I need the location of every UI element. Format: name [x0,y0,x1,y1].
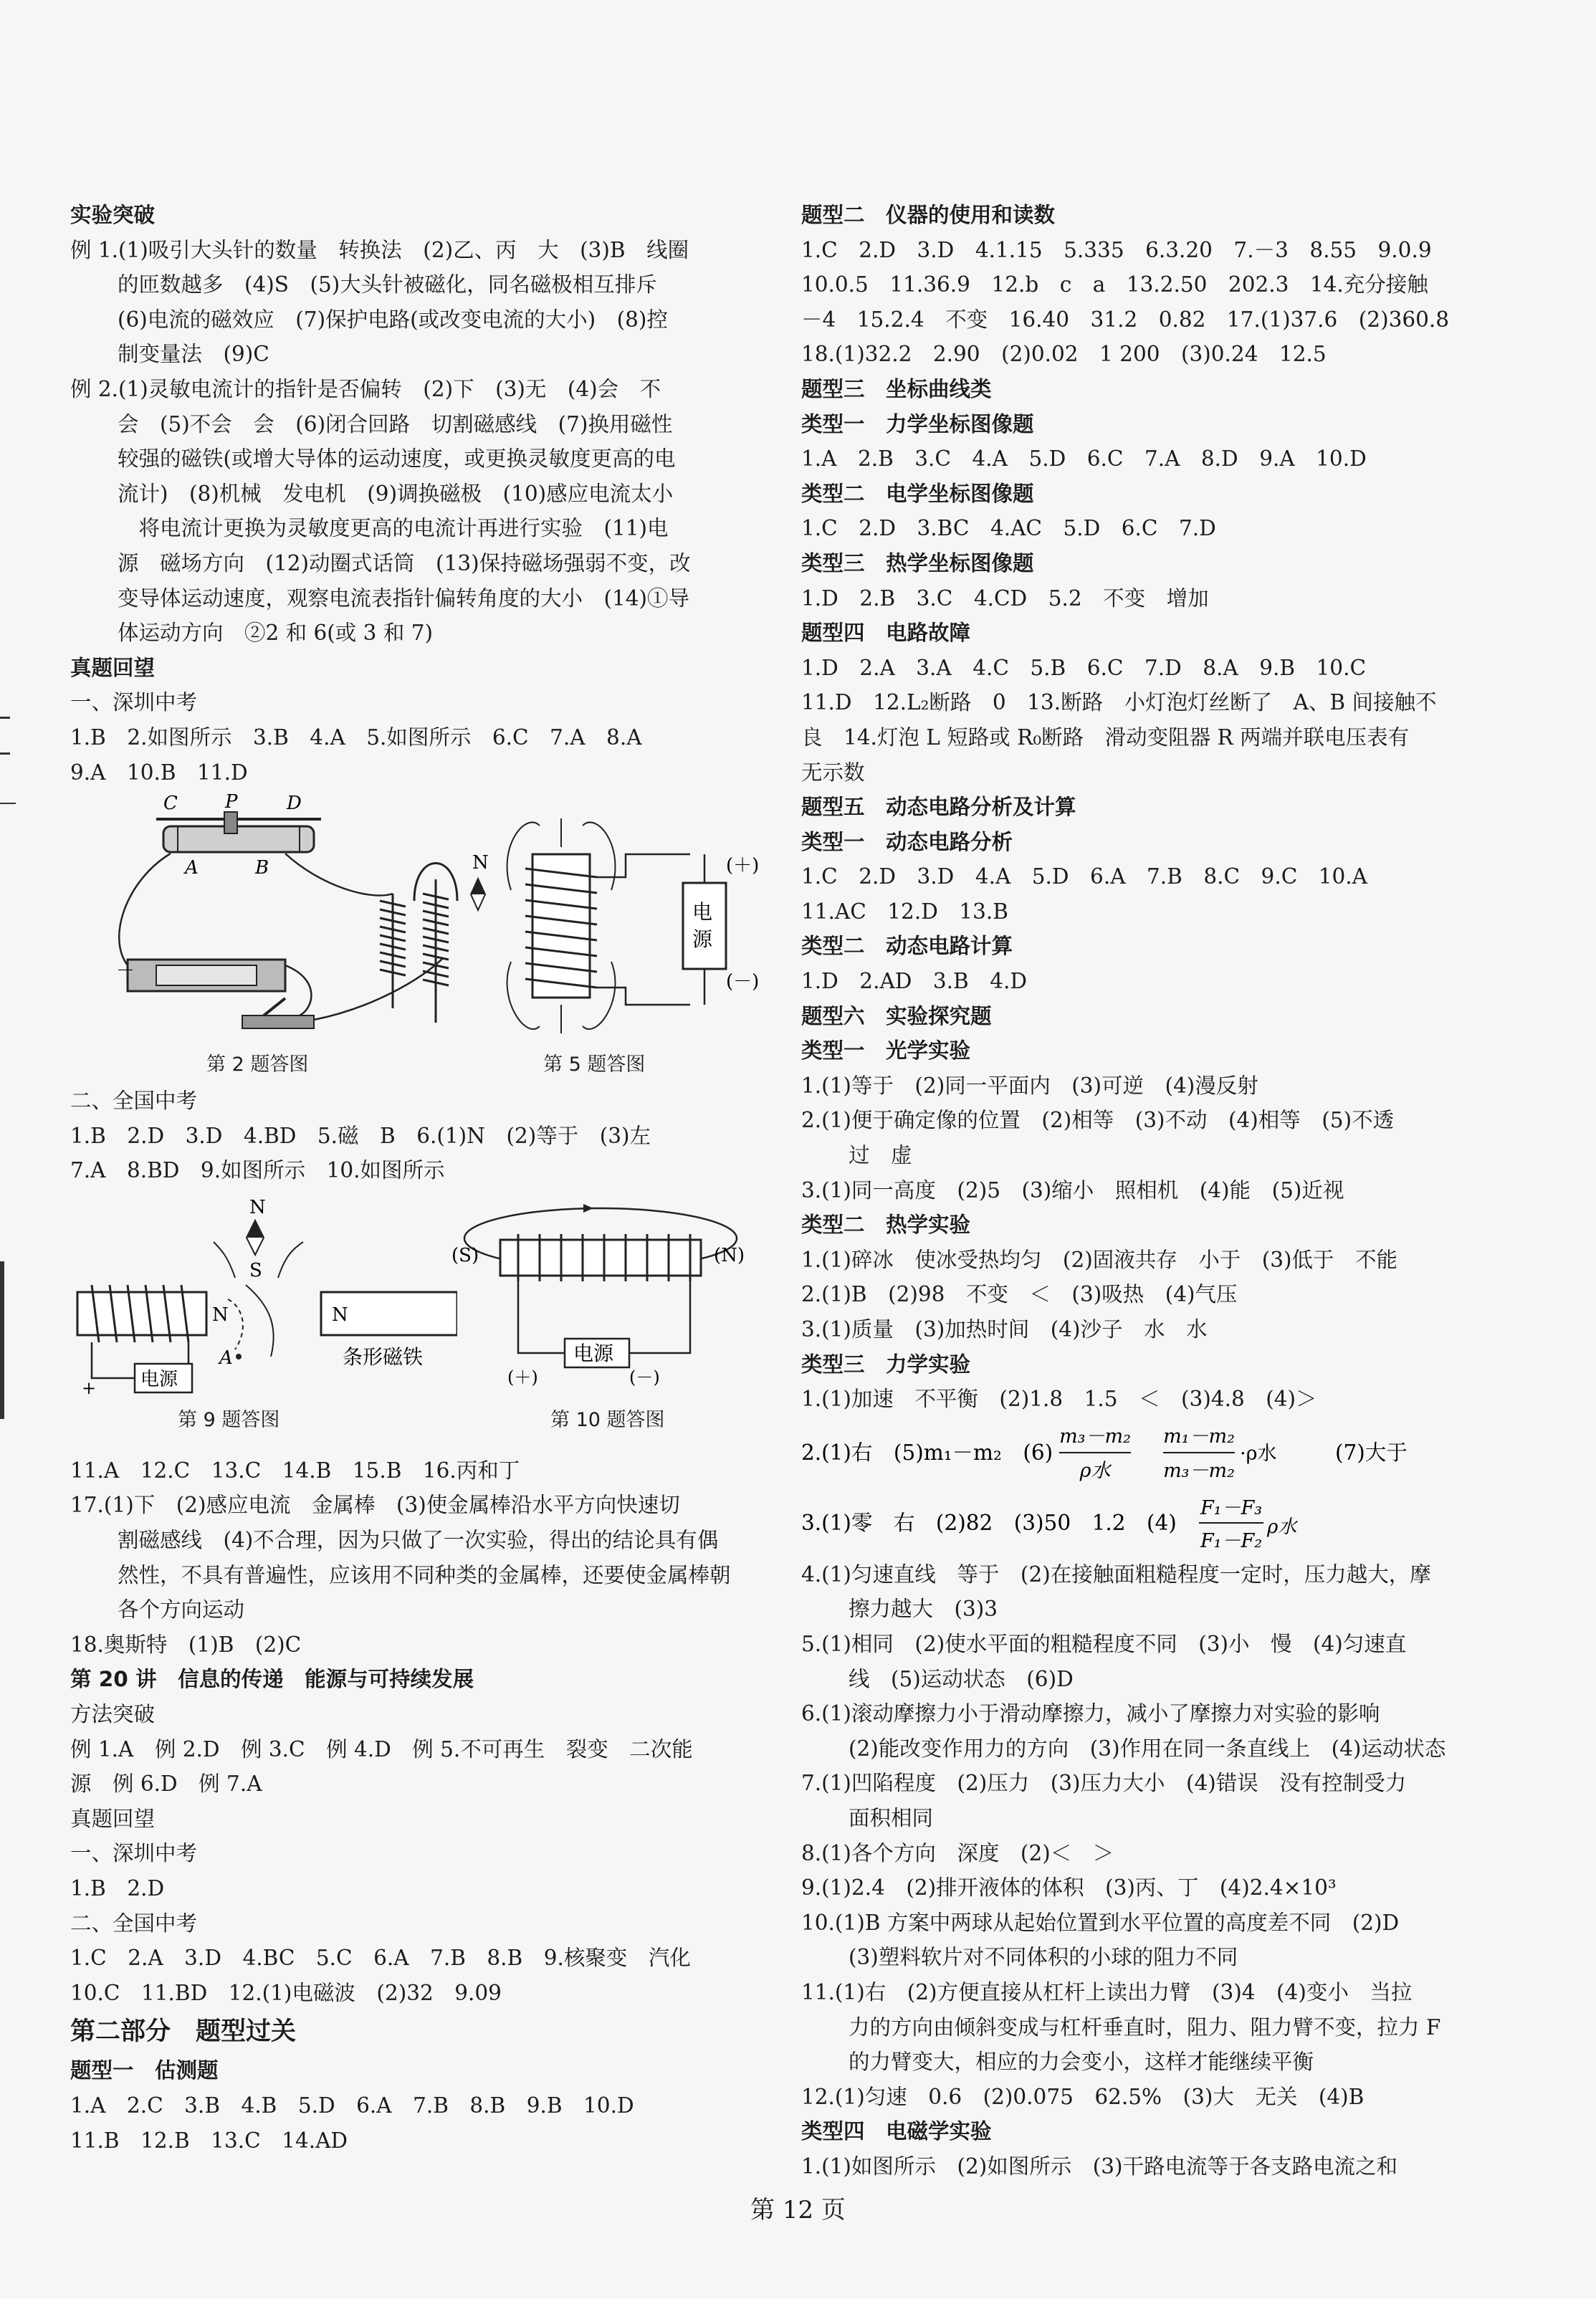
answer-line: 过 虚 [849,1143,912,1168]
answer-line: 的匝数越多 (4)S (5)大头针被磁化，同名磁极相互排斥 [118,272,657,297]
answer-line: 1.(1)如图所示 (2)如图所示 (3)干路电流等于各支路电流之和 [801,2154,1398,2179]
label-minus: － [116,960,135,983]
answer-line: 4.(1)匀速直线 等于 (2)在接触面粗糙程度一定时，压力越大，摩 [801,1562,1431,1587]
label-plus: (＋) [507,1367,538,1387]
label-minus: (－) [726,971,760,993]
answer-line: 7.(1)凹陷程度 (2)压力 (3)压力大小 (4)错误 没有控制受力 [801,1771,1407,1796]
section-heading: 类型一 动态电路分析 [801,829,1013,854]
answer-line: 18.(1)32.2 2.90 (2)0.02 1 200 (3)0.24 12.5 [801,342,1327,367]
formula-mult: ·ρ水 [1240,1442,1277,1465]
answer-line: 二、全国中考 [70,1911,198,1936]
section-heading: 类型三 热学坐标图像题 [801,550,1034,575]
answer-line: 各个方向运动 [118,1597,245,1622]
answer-line: 8.(1)各个方向 深度 (2)＜ ＞ [801,1840,1114,1865]
fraction-numerator: m₃－m₂ [1059,1425,1131,1448]
answer-line: 9.A 10.B 11.D [70,760,248,785]
answer-line: 11.D 12.L₂断路 0 13.断路 小灯泡灯丝断了 A、B 间接触不 [801,690,1437,715]
label-s: (S) [451,1244,479,1266]
label-source: 电源 [140,1368,178,1390]
section-heading: 类型一 光学实验 [801,1038,971,1064]
answer-line: (2)能改变作用力的方向 (3)作用在同一条直线上 (4)运动状态 [849,1736,1446,1761]
label-plus: (＋) [726,855,760,877]
label-n: N [472,852,489,874]
figure-2-caption: 第 2 题答图 [206,1053,309,1076]
figure-5-diagram [468,818,769,1033]
label-plus: + [82,1377,97,1398]
fraction-numerator: m₁－m₂ [1163,1425,1235,1448]
label-source-2: 源 [692,927,713,952]
answer-line: 源 例 6.D 例 7.A [70,1772,262,1797]
answer-line: 例 1.(1)吸引大头针的数量 转换法 (2)乙、丙 大 (3)B 线圈 [70,237,689,262]
answer-line: 源 磁场方向 (12)动圈式话筒 (13)保持磁场强弱不变，改 [118,550,691,575]
answer-line: 10.0.5 11.36.9 12.b c a 13.2.50 202.3 14.充分接触 [801,272,1428,297]
edge-mark [0,717,10,719]
answer-line: (3)塑料软片对不同体积的小球的阻力不同 [849,1945,1238,1970]
right-column [801,198,1518,2184]
section-heading: 题型五 动态电路分析及计算 [801,795,1076,820]
answer-line: 会 (5)不会 会 (6)闭合回路 切割磁感线 (7)换用磁性 [118,411,673,436]
section-heading: 题型三 坐标曲线类 [801,376,992,401]
answer-line: －4 15.2.4 不变 16.40 31.2 0.82 17.(1)37.6 (2)360.8 [801,307,1450,332]
answer-line: 11.AC 12.D 13.B [801,899,1008,924]
answer-line: 11.B 12.B 13.C 14.AD [70,2128,348,2153]
answer-line: (6)电流的磁效应 (7)保护电路(或改变电流的大小) (8)控 [118,307,668,332]
label-magnet-n: N [332,1304,348,1326]
label-n: (N) [714,1244,745,1266]
answer-line: 制变量法 (9)C [118,342,269,367]
answer-line: 3.(1)质量 (3)加热时间 (4)沙子 水 水 [801,1317,1208,1342]
answer-line: 1.D 2.B 3.C 4.CD 5.2 不变 增加 [801,585,1209,611]
answer-line: 1.(1)加速 不平衡 (2)1.8 1.5 ＜ (3)4.8 (4)＞ [801,1387,1317,1412]
label-minus: (－) [629,1367,660,1387]
answer-line: 二、全国中考 [70,1089,198,1114]
section-heading: 第二部分 题型过关 [70,2017,297,2047]
answer-line: 流计) (8)机械 发电机 (9)调换磁极 (10)感应电流太小 [118,481,674,506]
section-heading: 题型四 电路故障 [801,621,971,646]
answer-line: 5.(1)相同 (2)使水平面的粗糙程度不同 (3)小 慢 (4)匀速直 [801,1631,1407,1656]
answer-line: 然性，不具有普遍性，应该用不同种类的金属棒，还要使金属棒朝 [118,1562,731,1587]
answer-line: 1.C 2.D 3.D 4.A 5.D 6.A 7.B 8.C 9.C 10.A [801,864,1367,889]
section-heading: 题型二 仪器的使用和读数 [801,203,1056,227]
answer-line: 1.B 2.如图所示 3.B 4.A 5.如图所示 6.C 7.A 8.A [70,725,642,750]
fraction-denominator: ρ水 [1079,1459,1111,1482]
label-p: P [225,793,238,813]
answer-line: 6.(1)滚动摩擦力小于滑动摩擦力，减小了摩擦力对实验的影响 [801,1701,1380,1726]
formula-text: 3.(1)零 右 (2)82 (3)50 1.2 (4) [801,1510,1177,1535]
answer-line: 11.(1)右 (2)方便直接从杠杆上读出力臂 (3)4 (4)变小 当拉 [801,1979,1413,2004]
section-heading: 第 20 讲 信息的传递 能源与可持续发展 [70,1667,474,1692]
figure-row-1 [70,790,760,1084]
answer-line: 将电流计更换为灵敏度更高的电流计再进行实验 (11)电 [118,516,669,541]
answer-line: 1.(1)等于 (2)同一平面内 (3)可逆 (4)漫反射 [801,1073,1258,1098]
answer-line: 一、深圳中考 [70,690,198,715]
label-bar-magnet: 条形磁铁 [343,1344,424,1369]
fraction-numerator: F₁－F₃ [1200,1496,1263,1519]
answer-line: 1.B 2.D 3.D 4.BD 5.磁 B 6.(1)N (2)等于 (3)左 [70,1123,651,1148]
answer-line: 方法突破 [70,1702,156,1727]
answer-line: 例 1.A 例 2.D 例 3.C 例 4.D 例 5.不可再生 裂变 二次能 [70,1736,693,1762]
answer-line: 9.(1)2.4 (2)排开液体的体积 (3)丙、丁 (4)2.4×10³ [801,1875,1337,1901]
answer-line: 真题回望 [70,1806,156,1831]
section-heading: 类型二 热学实验 [801,1213,971,1238]
fraction-denominator: F₁－F₂ [1200,1529,1263,1552]
answer-line: 10.C 11.BD 12.(1)电磁波 (2)32 9.09 [70,1980,502,2005]
label-a: A [185,857,199,879]
figure-10-caption: 第 10 题答图 [550,1408,665,1431]
answer-line: 11.A 12.C 13.C 14.B 15.B 16.丙和丁 [70,1458,520,1483]
section-heading: 真题回望 [70,655,156,680]
answer-line: 3.(1)同一高度 (2)5 (3)缩小 照相机 (4)能 (5)近视 [801,1177,1344,1203]
answer-line: 1.A 2.C 3.B 4.B 5.D 6.A 7.B 8.B 9.B 10.D [70,2093,634,2118]
answer-line: 变导体运动速度，观察电流表指针偏转角度的大小 (14)①导 [118,585,690,611]
answer-line: 体运动方向 ②2 和 6(或 3 和 7) [118,621,433,646]
answer-line: 较强的磁铁(或增大导体的运动速度，或更换灵敏度更高的电 [118,446,676,472]
edge-mark [0,1261,4,1419]
page-number: 第 12 页 [750,2196,846,2224]
answer-line: 7.A 8.BD 9.如图所示 10.如图所示 [70,1158,445,1183]
answer-line: 面积相同 [849,1805,934,1830]
formula-text: (7)大于 [1335,1440,1408,1465]
label-a: A [219,1347,233,1369]
answer-line: 1.C 2.D 3.D 4.1.15 5.335 6.3.20 7.－3 8.55 9.0.9 [801,237,1432,262]
label-b: B [255,857,269,879]
label-c: C [163,793,178,815]
section-heading: 实验突破 [70,203,156,227]
label-n-2: N [212,1304,229,1326]
answer-line: 1.A 2.B 3.C 4.A 5.D 6.C 7.A 8.D 9.A 10.D [801,446,1367,472]
answer-line: 1.C 2.A 3.D 4.BC 5.C 6.A 7.B 8.B 9.核聚变 汽化 [70,1946,691,1971]
answer-line: 擦力越大 (3)3 [849,1597,998,1622]
answer-line: 力的方向由倾斜变成与杠杆垂直时，阻力、阻力臂不变，拉力 F [849,2014,1441,2040]
answer-line: 10.(1)B 方案中两球从起始位置到水平位置的高度差不同 (2)D [801,1910,1400,1935]
answer-line: 18.奥斯特 (1)B (2)C [70,1632,302,1657]
answer-line: 17.(1)下 (2)感应电流 金属棒 (3)使金属棒沿水平方向快速切 [70,1493,680,1518]
section-heading: 题型一 估测题 [70,2058,219,2083]
figure-9-caption: 第 9 题答图 [178,1408,280,1431]
figure-9-diagram [56,1192,457,1400]
answer-line: 2.(1)便于确定像的位置 (2)相等 (3)不动 (4)相等 (5)不透 [801,1108,1395,1133]
answer-line: 1.B 2.D [70,1876,165,1901]
figure-row-2 [70,1188,751,1453]
answer-line: 1.D 2.AD 3.B 4.D [801,969,1028,994]
answer-line: 1.C 2.D 3.BC 4.AC 5.D 6.C 7.D [801,516,1216,541]
label-d: D [287,793,302,815]
section-heading: 类型四 电磁学实验 [801,2119,992,2144]
answer-line-fraction [801,1417,1518,1488]
answer-line: 1.(1)碎冰 使冰受热均匀 (2)固液共存 小于 (3)低于 不能 [801,1247,1398,1272]
label-source: 电源 [573,1341,614,1365]
figure-5-caption: 第 5 题答图 [543,1053,646,1076]
answer-line: 例 2.(1)灵敏电流计的指针是否偏转 (2)下 (3)无 (4)会 不 [70,376,661,401]
section-heading: 类型三 力学实验 [801,1352,971,1377]
section-heading: 类型二 动态电路计算 [801,934,1013,959]
edge-mark [0,803,16,804]
answer-line: 1.D 2.A 3.A 4.C 5.B 6.C 7.D 8.A 9.B 10.C [801,655,1367,680]
left-column [70,198,760,2158]
edge-mark [0,752,10,755]
figure-2-diagram [85,793,515,1037]
figure-10-diagram [450,1195,758,1396]
answer-line: 线 (5)运动状态 (6)D [849,1666,1074,1691]
answer-line: 良 14.灯泡 L 短路或 R₀断路 滑动变阻器 R 两端并联电压表有 [801,725,1410,750]
section-heading: 类型一 力学坐标图像题 [801,411,1034,436]
fraction-formula-1 [801,1417,1518,1488]
fraction-formula-2 [801,1488,1518,1557]
answer-line: 一、深圳中考 [70,1841,198,1866]
answer-line: 无示数 [801,760,865,785]
fraction-denominator: m₃－m₂ [1163,1459,1235,1482]
label-n: N [249,1196,266,1218]
answer-line: 割磁感线 (4)不合理，因为只做了一次实验，得出的结论具有偶 [118,1528,719,1553]
formula-text: 2.(1)右 (5)m₁－m₂ (6) [801,1440,1053,1465]
section-heading: 类型二 电学坐标图像题 [801,481,1034,506]
answer-line: 12.(1)匀速 0.6 (2)0.075 62.5% (3)大 无关 (4)B [801,2084,1365,2109]
answer-line-fraction [801,1488,1518,1557]
label-s: S [249,1259,262,1281]
answer-line: 2.(1)B (2)98 不变 ＜ (3)吸热 (4)气压 [801,1282,1238,1307]
label-source-1: 电 [692,900,713,924]
formula-text: ρ水 [1267,1516,1297,1538]
answer-line: 的力臂变大，相应的力会变小，这样才能继续平衡 [849,2050,1314,2075]
section-heading: 题型六 实验探究题 [801,1003,992,1028]
